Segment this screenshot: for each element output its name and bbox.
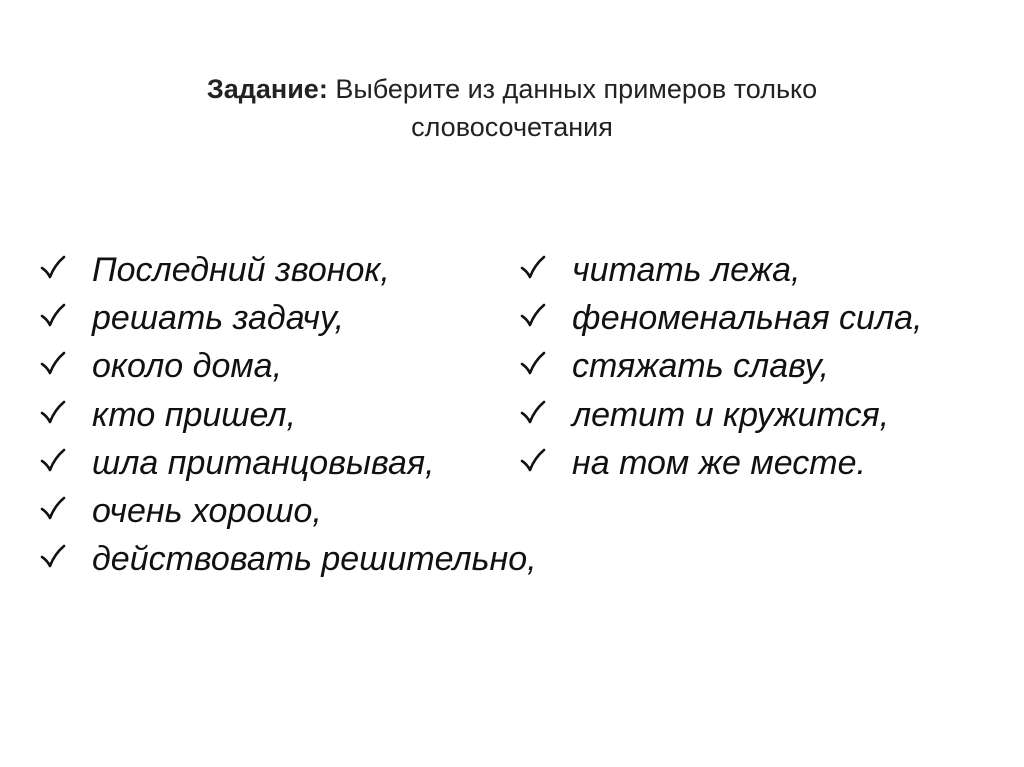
phrase-text: на том же месте. xyxy=(572,443,866,482)
check-icon xyxy=(40,399,66,425)
phrase-text: около дома, xyxy=(92,347,283,386)
task-heading-line-2: словосочетания xyxy=(411,112,613,142)
check-icon xyxy=(40,302,66,328)
task-heading-line-1 xyxy=(0,70,1024,108)
check-icon xyxy=(40,495,66,521)
check-icon xyxy=(520,302,546,328)
check-icon xyxy=(520,254,546,280)
phrase-text: решать задачу, xyxy=(92,299,345,338)
phrase-text: Последний звонок, xyxy=(92,251,390,289)
task-lead: Задание: xyxy=(206,74,328,104)
phrase-text: очень хорошо, xyxy=(92,491,322,530)
task-heading xyxy=(0,70,1024,146)
check-icon xyxy=(40,543,66,569)
phrase-text: шла пританцовывая, xyxy=(92,443,435,482)
check-icon xyxy=(40,350,66,376)
phrase-text: кто пришел, xyxy=(92,395,296,434)
phrase-text: летит и кружится, xyxy=(572,395,890,434)
check-icon xyxy=(520,447,546,473)
check-icon xyxy=(40,447,66,473)
check-icon xyxy=(520,350,546,376)
phrase-text: читать лежа, xyxy=(572,251,801,289)
check-icon xyxy=(520,399,546,425)
phrase-text: стяжать славу, xyxy=(572,347,829,386)
phrase-text: действовать решительно, xyxy=(92,540,537,579)
phrase-text: феноменальная сила, xyxy=(572,299,923,338)
check-icon xyxy=(40,254,66,280)
task-text: Выберите из данных примеров только xyxy=(335,74,818,104)
